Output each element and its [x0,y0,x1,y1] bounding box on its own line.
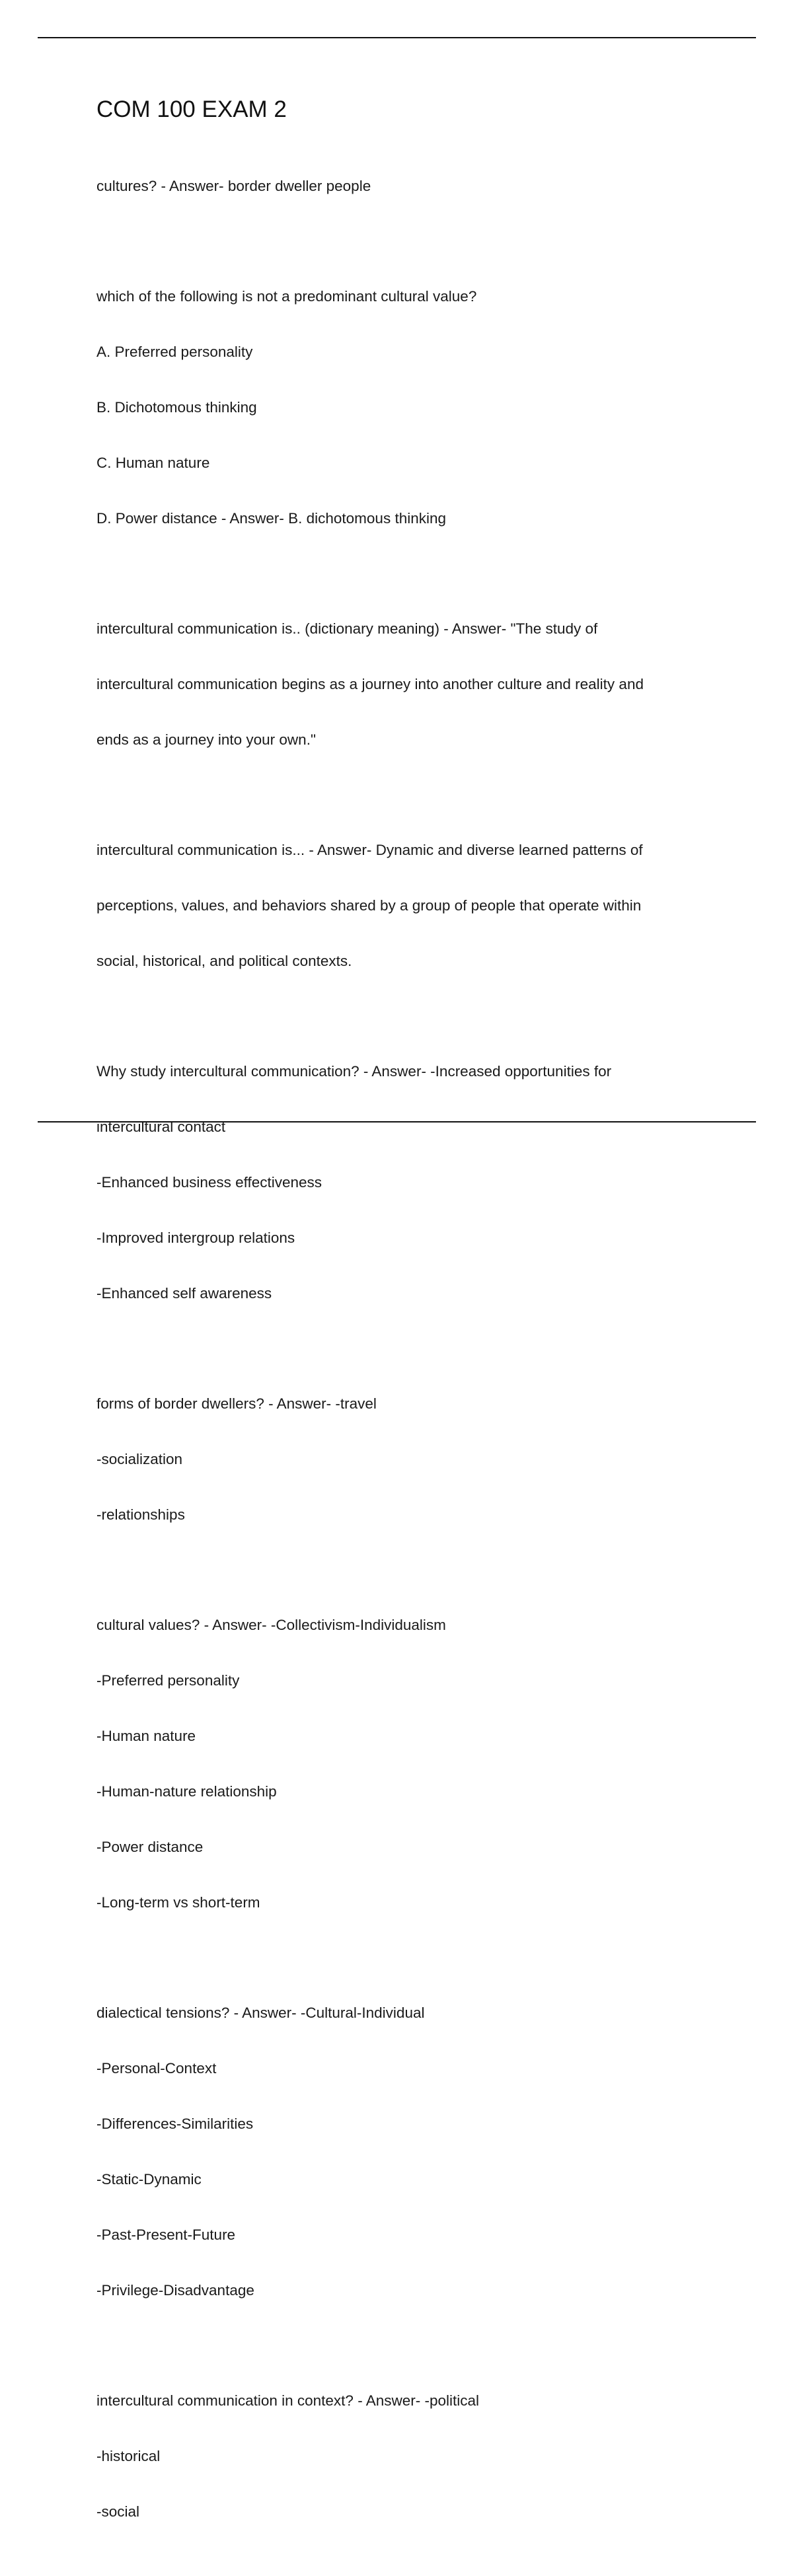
qa-entry-9 [96,2355,711,2558]
qa-entry-2 [96,250,711,565]
qa-line: -social [96,2503,140,2520]
qa-line: -Enhanced business effectiveness [96,1174,322,1191]
page-title: COM 100 EXAM 2 [96,96,287,122]
qa-line: -Enhanced self awareness [96,1285,272,1302]
bottom-rule [38,1121,756,1122]
qa-line: intercultural communication is.. (dictionary meaning) - Answer- "The study of [96,620,598,637]
qa-line: -historical [96,2448,161,2464]
qa-line: Why study intercultural communication? - Answer- -Increased opportunities for [96,1063,612,1080]
qa-entry-3 [96,583,711,786]
qa-line: -socialization [96,1451,183,1467]
qa-line: -Past-Present-Future [96,2226,236,2243]
qa-line: -Personal-Context [96,2060,217,2077]
qa-entry-7 [96,1579,711,1949]
qa-line: -Human-nature relationship [96,1783,277,1800]
qa-line: -Human nature [96,1728,196,1744]
top-rule [38,37,756,38]
qa-line: -relationships [96,1506,185,1523]
qa-line: cultures? - Answer- border dweller people [96,178,371,194]
qa-line: -Long-term vs short-term [96,1894,260,1911]
qa-entry-8 [96,1967,711,2337]
qa-line: cultural values? - Answer- -Collectivism-Individualism [96,1617,446,1633]
qa-entry-6 [96,1358,711,1561]
qa-entry-4 [96,804,711,1008]
qa-line: intercultural communication in context? - Answer- -political [96,2392,479,2409]
document-body [96,94,711,2576]
qa-line: -Improved intergroup relations [96,1230,295,1246]
qa-line: D. Power distance - Answer- B. dichotomous thinking [96,510,446,527]
qa-line: -Privilege-Disadvantage [96,2282,254,2299]
qa-line: social, historical, and political contexts. [96,953,352,969]
qa-line: dialectical tensions? - Answer- -Cultural-Individual [96,2005,425,2021]
qa-line: -Static-Dynamic [96,2171,202,2188]
qa-line: intercultural communication is... - Answer- Dynamic and diverse learned patterns of [96,842,643,858]
qa-line: forms of border dwellers? - Answer- -travel [96,1395,377,1412]
qa-entry-5 [96,1025,711,1340]
qa-line: -Preferred personality [96,1672,240,1689]
qa-entry-1 [96,140,711,233]
qa-line: which of the following is not a predominant cultural value? [96,288,477,305]
qa-line: intercultural communication begins as a journey into another culture and reality and [96,676,644,692]
qa-line: A. Preferred personality [96,344,253,360]
qa-line: -Power distance [96,1839,204,1855]
qa-line: C. Human nature [96,455,210,471]
qa-line: intercultural contact [96,1119,226,1135]
qa-line: ends as a journey into your own." [96,731,316,748]
qa-line: B. Dichotomous thinking [96,399,257,416]
qa-line: -Differences-Similarities [96,2116,254,2132]
qa-line: perceptions, values, and behaviors shared by a group of people that operate within [96,897,642,914]
